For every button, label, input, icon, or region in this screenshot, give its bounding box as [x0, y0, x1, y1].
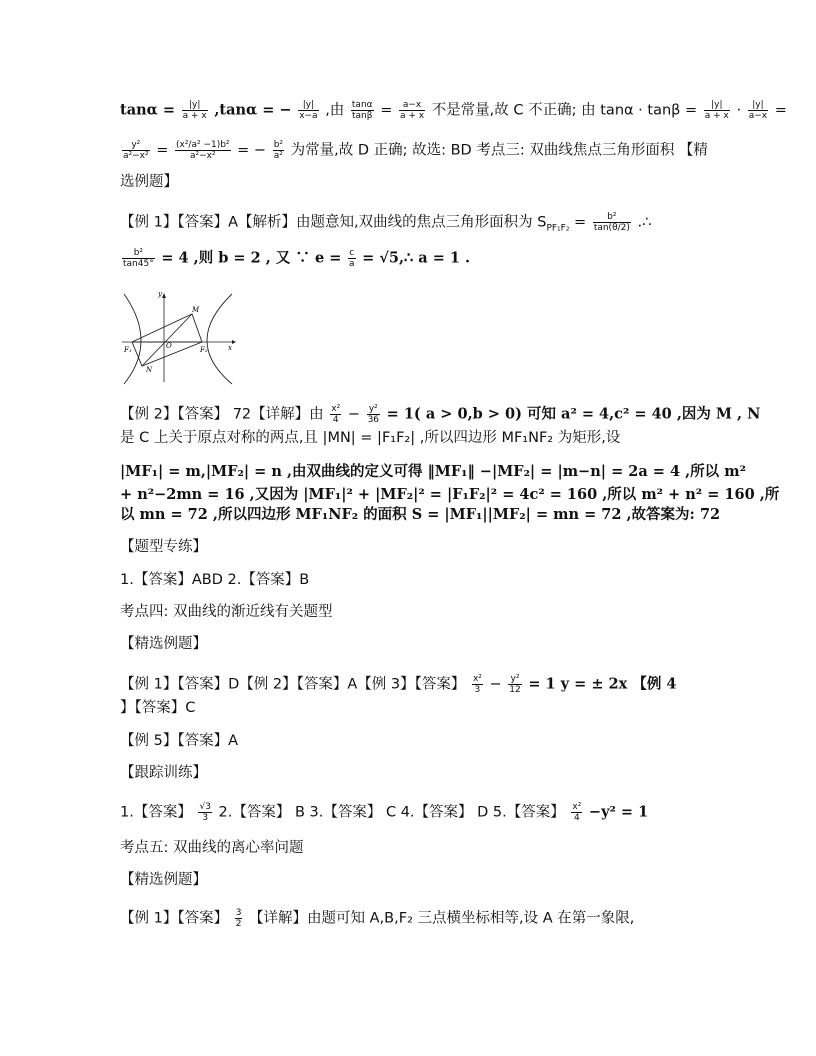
text: 1.【答案】: [120, 804, 192, 821]
x-axis-arrow: [232, 340, 236, 344]
text: 考点五: 双曲线的离心率问题: [120, 840, 304, 856]
text: tanα =: [120, 101, 175, 119]
text-line-11: [120, 537, 720, 557]
fraction: $\frac{\text{b²}}{\tan(\theta/2)}$: [593, 212, 630, 233]
text: =: [574, 214, 587, 231]
fraction: $\frac{|y|}{x-a}$: [299, 100, 318, 121]
text: ,tanα = −: [214, 101, 292, 119]
fraction: $\frac{\tan\alpha}{\tan\beta}$: [351, 100, 373, 121]
text: 【例 5】【答案】A: [120, 733, 239, 749]
text-line-18: [120, 763, 720, 783]
subscript: PF₁F₂: [546, 223, 570, 234]
text: 1.【答案】ABD 2.【答案】B: [120, 572, 310, 588]
text: =: [156, 142, 169, 159]
fraction: $\frac{\text{b²}}{\tan 45^\circ}$: [123, 248, 154, 269]
text: 【跟踪训练】: [120, 765, 207, 781]
fraction: $\frac{|y|}{a + x}$: [704, 100, 729, 121]
segment-MN: [142, 314, 192, 366]
fraction: $\frac{\text{y²}}{36}$: [367, 404, 380, 425]
fraction: $\frac{\text{x²}}{4}$: [572, 802, 582, 823]
text: 选例题】: [120, 174, 178, 190]
text: 【题型专练】: [120, 539, 207, 555]
text-line-6: [120, 404, 761, 425]
text: = √5,∴ a = 1 .: [362, 249, 471, 267]
section-heading: [120, 838, 720, 858]
text-line-22: [120, 908, 720, 929]
fraction: $\frac{a-x}{a + x}$: [399, 100, 425, 121]
text: = 4 ,则 b = 2 , 又 ∵ e =: [161, 249, 342, 267]
text: =: [380, 102, 393, 119]
fraction: $\frac{\text{x²}}{4}$: [331, 404, 341, 425]
text: 2.【答案】 B 3.【答案】 C 4.【答案】 D 5.【答案】: [218, 804, 565, 821]
text: 【例 1】【答案】A【解析】由题意知,双曲线的焦点三角形面积为 S: [120, 214, 547, 231]
text: |MF₁| = m,|MF₂| = n ,由双曲线的定义可得 ‖MF₁‖ −|MF₂| = |m−n| = 2a = 4 ,所以 m²: [120, 463, 746, 480]
text: 【精选例题】: [120, 636, 207, 652]
text-line-15: [120, 674, 720, 695]
text-line-12: [120, 570, 720, 590]
text: 以 mn = 72 ,所以四边形 MF₁NF₂ 的面积 S = |MF₁||MF₂| = mn = 72 ,故答案为: 72: [120, 506, 721, 523]
text: ·: [736, 102, 742, 119]
text: 【例 2】【答案】 72【详解】由: [120, 406, 324, 423]
text: 【详解】由题可知 A,B,F₂ 三点横坐标相等,设 A 在第一象限,: [249, 910, 635, 927]
text: −y² = 1: [588, 803, 649, 821]
text-line-14: [120, 634, 720, 654]
text-line-5: [120, 248, 720, 269]
label-x: x: [228, 344, 232, 352]
text-line-3: [120, 172, 720, 192]
label-F1: F₁: [124, 346, 132, 354]
text: = 1( a > 0,b > 0) 可知 a² = 4,c² = 40 ,因为 M , N: [386, 405, 761, 423]
text: = −: [237, 142, 267, 159]
fraction: $\frac{|y|}{a + x}$: [182, 100, 207, 121]
text-line-1: [120, 100, 787, 121]
text: 【例 1】【答案】D【例 2】【答案】A【例 3】【答案】: [120, 676, 466, 693]
label-N: N: [146, 366, 153, 374]
label-F2: F₂: [200, 346, 208, 354]
text: 【精选例题】: [120, 872, 207, 888]
text-line-17: [120, 731, 720, 751]
text: 考点四: 双曲线的渐近线有关题型: [120, 604, 333, 620]
text: + n²−2mn = 16 ,又因为 |MF₁|² + |MF₂|² = |F₁F₂|² = 4c² = 160 ,所以 m² + n² = 160 ,所: [120, 486, 780, 503]
fraction: $\frac{\text{y²}}{\text{a²−x²}}$: [123, 140, 149, 161]
text-line-21: [120, 870, 720, 890]
text: −: [347, 406, 360, 423]
hyperbola-right-branch: [207, 294, 232, 384]
text-line-8: [120, 462, 746, 482]
section-heading: [120, 602, 720, 622]
text-line-7: [120, 428, 720, 448]
text: −: [489, 676, 502, 693]
text: =: [774, 102, 787, 119]
fraction: $\frac{\text{b²}}{\text{a²}}$: [273, 140, 284, 161]
text: 是 C 上关于原点对称的两点,且 |MN| = |F₁F₂| ,所以四边形 MF₁NF₂ 为矩形,设: [120, 430, 621, 446]
fraction: $\frac{3}{2}$: [235, 908, 242, 929]
text: = 1 y = ± 2x 【例 4: [528, 675, 677, 693]
text-line-10: [120, 505, 720, 525]
text-line-4: [120, 212, 720, 238]
fraction: $\frac{\text{(x²/a² −1)b²}}{\text{a²−x²}}$: [175, 140, 230, 161]
text: 不是常量,故 C 不正确; 由 tanα · tanβ =: [431, 102, 698, 119]
label-O: O: [166, 342, 172, 350]
text-line-16: [120, 698, 720, 718]
text-line-19: [120, 802, 720, 823]
fraction: $\frac{√3}{3}$: [199, 802, 211, 823]
hyperbola-figure: [120, 290, 240, 386]
fraction: $\frac{|y|}{a-x}$: [748, 100, 768, 121]
text-line-2: [120, 140, 720, 161]
fraction: $\frac{\text{y²}}{12}$: [509, 674, 521, 695]
text: 为常量,故 D 正确; 故选: BD 考点三: 双曲线焦点三角形面积 【精: [290, 142, 708, 159]
label-y: y: [158, 290, 162, 298]
text-line-9: [120, 485, 780, 505]
text: ,由: [325, 102, 345, 119]
label-M: M: [192, 306, 200, 314]
y-axis-arrow: [162, 293, 166, 298]
fraction: $\frac{\text{x²}}{3}$: [472, 674, 482, 695]
text: 】【答案】C: [120, 700, 196, 716]
text: .∴: [637, 214, 652, 231]
text: 【例 1】【答案】: [120, 910, 229, 927]
fraction: $\frac{c}{a}$: [349, 248, 355, 269]
